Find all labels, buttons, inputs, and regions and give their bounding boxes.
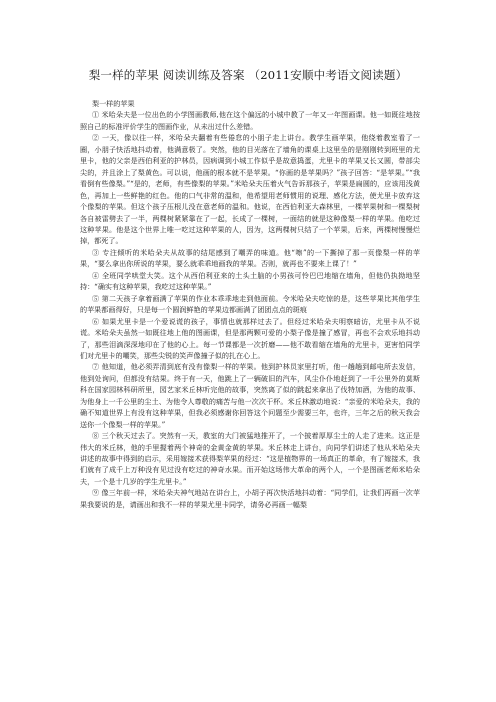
paragraph-4: ④ 全班同学哄堂大笑。这个从西伯利亚来的土头土脑的小男孩可怜巴巴地缩在墙角，但他仍执拗地坚持：“确实有这种苹果，我吃过这种苹果。”: [80, 270, 420, 292]
paragraph-8: ⑧ 三个秋天过去了。突然有一天，教室的大门被猛地推开了，一个披着厚厚尘土的人走了进来。这正是伟大的米丘林，他的手里握着两个神奇的金黄金黄的苹果。米丘林走上讲台，向同学们讲述了他从米哈朵夫讲述的故事中得到的启示，采用嫁接术获得梨苹果的经过：“这是植物界的一场真正的革命，有了嫁接术，我们就有了成千上万种没有见过没有吃过的神奇水果。而开始这场伟大革命的两个人，一个是图画老师米哈朵夫，一个是十几岁的学生尤里卡。”: [80, 431, 420, 486]
paragraph-6: ⑥ 如果尤里卡是一个爱说谎的孩子，事情也就那样过去了。但经过米哈朵夫明察暗访，尤里卡从不说谎。米哈朵夫虽然一如既往地上他的图画课，但是那两颗可爱的小梨子像是撞了感冒，再也不会欢乐地抖动了，那些泪滴深深地印在了他的心上。每一节课都是一次折磨——他不敢看缩在墙角的尤里卡，更害怕同学们对尤里卡的嘲笑，那些尖锐的笑声像撞子似的扎在心上。: [80, 316, 420, 360]
document-title: 梨一样的苹果 阅读训练及答案 （2011安顺中考语文阅读题）: [88, 68, 408, 82]
paragraph-2: ② 一天，像以往一样，米哈朵夫翻着有些倦怠的小朋子走上讲台。教学生画苹果，他绕着教室看了一圈，小朋子快活地抖动着，他满意极了。突然，他的目光落在了墙角的课桌上这里坐的是刚刚转到班里的尤里卡，他的父亲是西伯利亚的护林员，因病调到小城工作似乎是故意捣蛋，尤里卡的苹果又长又圆，带部尖尖的，并且涂上了梨黄色。可以说，他画的根本就不是苹果。“你画的是苹果吗？”孩子回答：“是苹果。”“我看倒有些像梨。”“是的，老师，有些像梨的苹果。”米哈朵夫压着火气告诉那孩子，苹果是扁圆的，应该用浅黄色，再加上一些鲜艳的红色。他的口气非常的温和，他希望用老师惯用的说理、感化方法，使尤里卡放弃这个像梨的苹果。但这个孩子压根儿没在意老师的温和。他说，在西伯利亚大森林里，一棵苹果树和一棵梨树各自被雷劈去了一半，两棵树紧紧靠在了一起，长成了一棵树，一面结的就是这种像梨一样的苹果。他吃过这种苹果。他是这个世界上唯一吃过这种苹果的人，因为，这两棵树只结了一个苹果，后来，两棵树慢慢烂掉，都死了。: [80, 133, 420, 246]
paragraph-3: ③ 专注倾听的米哈朵夫从故事的结尾感到了嘲弄的味道。他“嚓”的一下撕掉了那一页像梨一样的苹果，“要么拿出你所说的苹果，要么就乖乖地画我的苹果。否则，就再也不要来上课了！”: [80, 247, 420, 269]
paragraph-7: ⑦ 他知道，他必须弄清到底有没有像梨一样的苹果。他到护林员家里打听，他一趟趟到邮电所去发信，他到处询问，但都没有结果。终于有一天，他跳上了一辆破旧的汽车，风尘仆仆地赶到了一千公里外的莫斯科在国家园林科研所里，园艺家米丘林听完他的故事，突然离了似的跳起来拿出了伐特加酒，为他的故事、为他身上一千公里的尘土、为他令人尊敬的痛苦与他一次次干杯。米丘林激动地说：“亲爱的米哈朵夫，我的确不知道世界上有没有这种苹果，但我必须感谢你回答这个问题至少需要三年，也许，三年之后的秋天我会送你一个像梨一样的苹果。”: [80, 362, 420, 429]
article-body: [80, 98, 420, 510]
paragraph-9: ⑨ 像三年前一样，米哈朵夫神气地站在讲台上，小胡子再次快活地抖动着：“同学们，让我们再画一次苹果我要说的是，请画出和我不一样的苹果尤里卡同学，请务必再画一幅梨: [80, 488, 420, 509]
paragraph-5: ⑤ 第二天孩子拿着画满了苹果的作业本乖乖地走到他面前。令米哈朵夫吃惊的是，这些苹果比其他学生的苹果都画得好，只是每一个圆润鲜艳的苹果边都画满了团团点点的斑痕: [80, 293, 420, 315]
paragraph-1: ① 米哈朵夫是一位出色的小学图画教师,他在这个偏远的小城中教了一年又一年图画课。他一如既往地按照自己的标准评价学生的图画作业，从未出过什么差错。: [80, 110, 420, 131]
article-heading: 梨一样的苹果: [92, 99, 135, 108]
